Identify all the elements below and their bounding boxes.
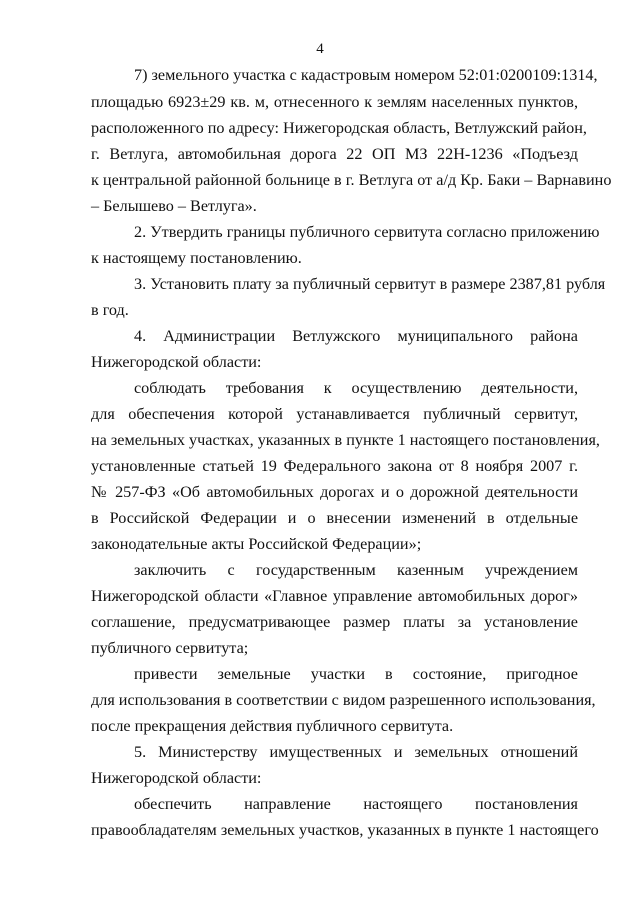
paragraph-line: соглашение, предусматривающее размер платы за установление [91,613,578,631]
paragraph-line: площадью 6923±29 кв. м, отнесенного к землям населенных пунктов, [91,93,578,111]
paragraph-line: правообладателям земельных участков, указанных в пункте 1 настоящего [91,821,599,839]
paragraph-line: Нижегородской области «Главное управление автомобильных дорог» [91,587,578,605]
paragraph-line: публичного сервитута; [91,639,249,657]
paragraph-line: к центральной районной больнице в г. Ветлуга от а/д Кр. Баки – Варнавино [91,171,612,189]
paragraph-line: к настоящему постановлению. [91,249,302,267]
paragraph-line: законодательные акты Российской Федерации»; [91,535,422,553]
paragraph-line: Нижегородской области: [91,353,262,371]
page-number: 4 [316,41,324,57]
paragraph-line: в год. [91,301,129,319]
paragraph-line: 5. Министерству имущественных и земельных отношений [134,743,578,761]
paragraph-line: для использования в соответствии с видом разрешенного использования, [91,691,596,709]
paragraph-line: 7) земельного участка с кадастровым номером 52:01:0200109:1314, [134,66,598,84]
paragraph-line: расположенного по адресу: Нижегородская область, Ветлужский район, [91,119,587,137]
paragraph-line: соблюдать требования к осуществлению деятельности, [134,379,578,397]
paragraph-line: для обеспечения которой устанавливается публичный сервитут, [91,405,578,423]
paragraph-line: № 257-ФЗ «Об автомобильных дорогах и о дорожной деятельности [91,483,578,501]
paragraph-line: 3. Установить плату за публичный сервитут в размере 2387,81 рубля [134,275,606,293]
paragraph-line: на земельных участках, указанных в пункте 1 настоящего постановления, [91,431,600,449]
paragraph-line: после прекращения действия публичного сервитута. [91,717,454,735]
paragraph-line: привести земельные участки в состояние, пригодное [134,665,578,683]
paragraph-line: г. Ветлуга, автомобильная дорога 22 ОП МЗ 22Н-1236 «Подъезд [91,145,578,163]
paragraph-line: заключить с государственным казенным учреждением [134,561,578,579]
paragraph-line: – Белышево – Ветлуга». [91,197,257,215]
paragraph-line: установленные статьей 19 Федерального закона от 8 ноября 2007 г. [91,457,578,475]
paragraph-line: 4. Администрации Ветлужского муниципального района [134,327,578,345]
paragraph-line: Нижегородской области: [91,769,262,787]
paragraph-line: 2. Утвердить границы публичного сервитута согласно приложению [134,223,600,241]
paragraph-line: обеспечить направление настоящего постановления [134,795,578,813]
paragraph-line: в Российской Федерации и о внесении изменений в отдельные [91,509,578,527]
